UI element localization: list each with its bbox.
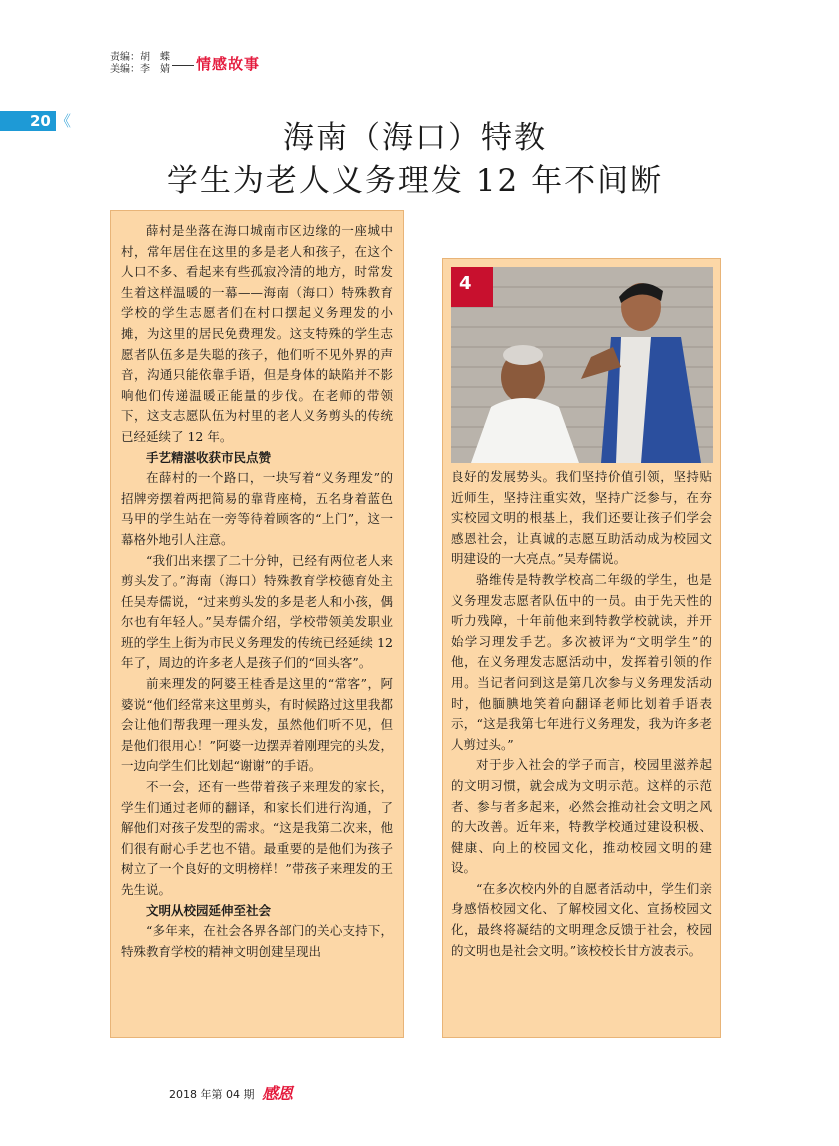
left-column <box>110 210 404 1038</box>
subheading: 手艺精湛收获市民点赞 <box>146 449 272 465</box>
section-title: 情感故事 <box>196 55 261 73</box>
editor-line: 责编：胡 蝶 <box>110 52 170 63</box>
barber-photo <box>451 267 713 463</box>
paragraph: 前来理发的阿婆王桂香是这里的“常客”，阿婆说“他们经常来这里剪头，有时候路过这里我都会让他们帮我理一理头发，虽然他们听不见，但是他们很用心！”阿婆一边摆弄着刚理完的头发，一边向学生们比划起“谢谢”的手语。 <box>121 676 393 774</box>
page-chevron: 《 <box>56 112 72 130</box>
subheading: 文明从校园延伸至社会 <box>146 902 272 918</box>
designer-line: 美编：李 婧 <box>110 64 170 75</box>
article-title-line-2: 学生为老人义务理发 12 年不间断 <box>166 163 664 199</box>
paragraph: “多年来，在社会各界各部门的关心支持下，特殊教育学校的精神文明创建呈现出 <box>121 923 393 959</box>
magazine-logo: 感恩 <box>262 1084 293 1103</box>
paragraph: “我们出来摆了二十分钟，已经有两位老人来剪头发了。”海南（海口）特殊教育学校德育处主任吴寿儒说，“过来剪头发的多是老人和小孩，偶尔也有年轻人。”吴寿儒介绍，学校带领美发职业班的学生上街为市民义务理发的传统已经延续 12 年了，周边的许多老人是孩子们的“回头客”。 <box>121 552 393 671</box>
paragraph: 在薛村的一个路口，一块写着“义务理发”的招牌旁摆着两把简易的靠背座椅，五名身着蓝色马甲的学生站在一旁等待着顾客的“上门”，这一幕格外地引人注意。 <box>121 470 393 547</box>
paragraph: 不一会，还有一些带着孩子来理发的家长，学生们通过老师的翻译，和家长们进行沟通，了解他们对孩子发型的需求。“这是我第二次来，他们很有耐心手艺也不错。最重要的是他们为孩子树立了一个良好的文明榜样！”带孩子来理发的王先生说。 <box>121 779 393 897</box>
header-divider <box>172 65 194 66</box>
paragraph: 良好的发展势头。我们坚持价值引领，坚持贴近师生，坚持注重实效，坚持广泛参与，在夯实校园文明的根基上，我们还要让孩子们学会感恩社会，让真诚的志愿互助活动成为校园文明建设的一大亮点。”吴寿儒说。 <box>451 469 712 567</box>
photo-sign-number: 4 <box>459 273 472 294</box>
page-number: 20 <box>30 112 51 130</box>
paragraph: 对于步入社会的学子而言，校园里滋养起的文明习惯，就会成为文明示范。这样的示范者、参与者多起来，必然会推动社会文明之风的大改善。近年来，特教学校通过建设积极、健康、向上的校园文化，推动校园文明的建设。 <box>451 757 712 876</box>
issue-label: 2018 年第 04 期 <box>169 1088 255 1101</box>
editor-credits <box>110 52 170 76</box>
paragraph: 薛村是坐落在海口城南市区边缘的一座城中村，常年居住在这里的多是老人和孩子，在这个人口不多、看起来有些孤寂冷清的地方，时常发生着这样温暖的一幕——海南（海口）特殊教育学校的学生志愿者们在村口摆起义务理发的小摊，为这里的居民免费理发。这支特殊的学生志愿者队伍多是失聪的孩子，他们听不见外界的声音，沟通只能依靠手语，但是身体的缺陷并不影响他们传递温暖正能量的步伐。在老师的带领下，这支志愿队伍为村里的老人义务剪头的传统已经延续了 12 年。 <box>121 223 393 444</box>
right-column <box>442 258 721 1038</box>
paragraph: 骆维传是特教学校高二年级的学生，也是义务理发志愿者队伍中的一员。由于先天性的听力残障，十年前他来到特教学校就读，并开始学习理发手艺。多次被评为“文明学生”的他，在义务理发志愿活动中，发挥着引领的作用。当记者问到这是第几次参与义务理发活动时，他腼腆地笑着向翻译老师比划着手语表示，“这是我第七年进行义务理发，我为许多老人剪过头。” <box>451 571 712 752</box>
paragraph: “在多次校内外的自愿者活动中，学生们亲身感悟校园文化、了解校园文化、宣扬校园文化，最终将凝结的文明理念反馈于社会，校园的文明也是社会文明。”该校校长甘方波表示。 <box>451 880 712 958</box>
article-title-line-1: 海南（海口）特教 <box>283 120 547 156</box>
